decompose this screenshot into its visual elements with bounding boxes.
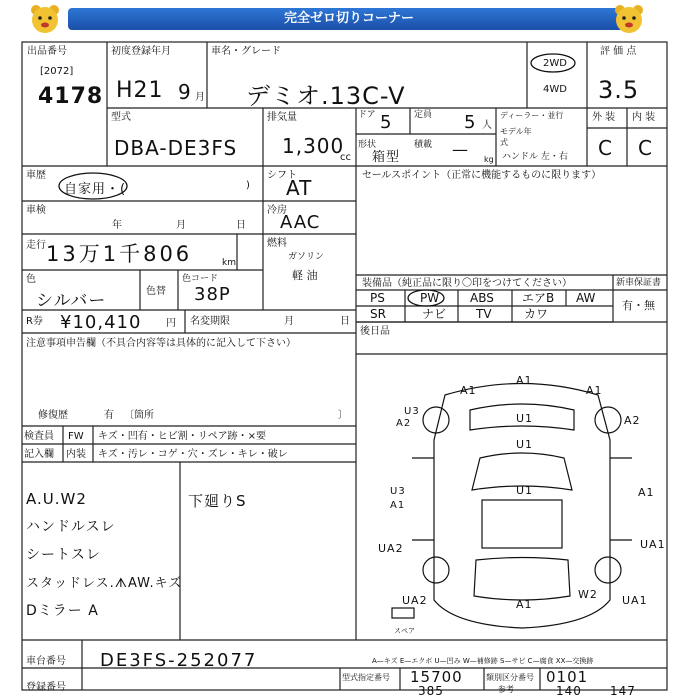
damage-mark: U1 [516, 438, 534, 451]
load-label: 積載 [414, 140, 433, 150]
doors-value: 5 [380, 112, 393, 133]
lot-number: 4178 [38, 84, 104, 109]
ac-value: AAC [280, 212, 321, 233]
damage-mark: UA1 [640, 538, 666, 551]
entry-label: 記入欄 [24, 449, 54, 460]
car-name-label: 車名・グレード [211, 46, 281, 57]
name-change-day: 日 [340, 316, 350, 327]
reference-value: 140 [556, 684, 582, 698]
mileage-value: 13万1千806 [46, 242, 193, 266]
damage-legend: A—キズ E—エクボ U—凹み W—補修跡 S—サビ C—腐食 XX—交換跡 [372, 657, 594, 665]
damage-mark: U3 [390, 486, 406, 497]
fuel-gas: ガソリン [288, 252, 325, 262]
reference-label: 参考 [498, 685, 514, 694]
repair-close: 〕 [338, 410, 348, 421]
interior-grade: C [638, 136, 653, 160]
model-value: DBA-DE3FS [114, 136, 238, 160]
rear-seat-label: 後日品 [360, 326, 390, 337]
spare-label: スペア [394, 627, 415, 635]
tax-value: ¥10,410 [60, 312, 142, 333]
remark-line: Dミラー A [26, 603, 99, 619]
cc-unit: cc [340, 152, 351, 163]
name-change-month: 月 [284, 316, 294, 327]
color-code-label: 色コード [182, 274, 219, 284]
displacement-label: 排気量 [267, 112, 297, 123]
new-warranty-label: 新車保証書 [616, 278, 662, 288]
km-unit: km [222, 258, 236, 268]
equip-navi: ナビ [422, 307, 447, 321]
category-value: 0101 [546, 668, 589, 686]
damage-mark: A2 [624, 414, 641, 427]
doors-label: ドア [358, 110, 376, 120]
damage-mark: U1 [516, 484, 534, 497]
inspection-day: 日 [236, 220, 246, 231]
damage-mark: A2 [396, 418, 412, 429]
interior-label: 内 装 [632, 112, 656, 123]
color-change-label: 色替 [146, 286, 166, 297]
first-reg-label: 初度登録年月 [111, 46, 171, 57]
exterior-grade: C [598, 136, 613, 160]
displacement-value: 1,300 [282, 134, 345, 158]
reference-value: 385 [418, 684, 444, 698]
warranty-value: 有・無 [622, 299, 655, 312]
tax-label: R券 [26, 316, 43, 327]
inspection-month: 月 [176, 220, 186, 231]
name-change-label: 名変期限 [190, 316, 230, 327]
remark-line: スタッドレス.ᗑAW.キズ [26, 576, 183, 591]
damage-mark: A1 [516, 598, 533, 611]
damage-mark: W2 [578, 588, 598, 601]
exterior-label: 外 装 [592, 112, 616, 123]
banner-title: 完全ゼロ切りコーナー [68, 8, 630, 30]
notes-label: 注意事項申告欄（不具合内容等は具体的に記入して下さい） [26, 338, 296, 349]
interior-row-label: 内装 [66, 449, 86, 460]
capacity-unit: 人 [482, 120, 492, 131]
kg-unit: kg [484, 155, 494, 164]
dealer-label: ディーラー・並行 [500, 111, 564, 120]
mileage-label: 走行 [26, 240, 46, 251]
yen-unit: 円 [166, 318, 176, 329]
equip-tv: TV [476, 307, 492, 321]
interior-items: キズ・汚レ・コゲ・穴・ズレ・キレ・破レ [98, 449, 288, 460]
equip-aw: AW [576, 291, 596, 305]
damage-mark: U3 [404, 406, 420, 417]
shift-label: シフト [267, 170, 297, 181]
first-reg-month: 9 [178, 80, 192, 104]
fw-label: FW [68, 431, 84, 442]
load-value: — [452, 140, 469, 159]
equipment-label: 装備品（純正品に限り〇印をつけてください） [362, 278, 572, 289]
remark-line: シートスレ [26, 547, 101, 563]
drive-4wd: 4WD [543, 84, 567, 95]
handle-label: ハンドル 左・右 [502, 152, 568, 162]
inspector-label: 検査員 [24, 431, 54, 442]
damage-mark: A1 [390, 500, 406, 511]
category-label: 類別区分番号 [486, 673, 534, 682]
color-label: 色 [26, 274, 36, 285]
fuel-diesel: 軽 油 [292, 269, 318, 282]
remark-right: 下廻りS [188, 492, 247, 510]
rating-value: 3.5 [598, 76, 640, 104]
damage-mark: UA1 [622, 594, 648, 607]
equip-airbag: エアB [522, 291, 555, 305]
remark-line: A.U.W2 [26, 490, 87, 508]
fuel-label: 燃料 [267, 238, 287, 249]
selling-label: セールスポイント（正常に機能するものに限ります） [362, 170, 602, 181]
frame-number: DE3FS-252077 [100, 650, 258, 671]
inspection-year: 年 [112, 220, 122, 231]
damage-mark: UA2 [402, 594, 428, 607]
capacity-label: 定員 [414, 110, 433, 120]
damage-mark: U1 [516, 412, 534, 425]
use-label: 車歴 [26, 170, 46, 181]
equip-sr: SR [370, 307, 386, 321]
equip-ps: PS [370, 291, 385, 305]
type-designation-value: 15700 [410, 668, 463, 686]
type-designation-label: 型式指定番号 [342, 673, 390, 682]
month-unit: 月 [195, 92, 205, 103]
shape-label: 形状 [358, 140, 377, 150]
equip-abs: ABS [470, 291, 494, 305]
equip-leather: カワ [524, 307, 549, 321]
shift-value: AT [286, 176, 313, 200]
capacity-value: 5 [464, 112, 477, 133]
model-label: 型式 [111, 112, 131, 123]
repair-place: 〔箇所 [124, 410, 154, 421]
reference-value: 147 [610, 684, 636, 698]
use-value: 自家用・( [64, 182, 127, 197]
ac-label: 冷房 [267, 205, 287, 216]
repair-value: 有 [104, 410, 114, 421]
shape-value: 箱型 [372, 150, 401, 165]
repair-label: 修復歴 [38, 410, 68, 421]
fw-items: キズ・凹有・ヒビ割・リペア跡・×要 [98, 431, 266, 442]
damage-mark: UA2 [378, 542, 404, 555]
equip-pw: PW [420, 291, 440, 305]
registration-label: 登録番号 [26, 682, 66, 693]
damage-mark: A1 [638, 486, 655, 499]
lot-sub: [2072] [40, 66, 74, 77]
color-value: シルバー [36, 291, 107, 311]
model-year-label: モデル年式 [500, 127, 532, 147]
frame-label: 車台番号 [26, 656, 66, 667]
drive-2wd: 2WD [543, 58, 567, 69]
remark-line: ハンドルスレ [26, 519, 116, 535]
color-code-value: 38P [194, 284, 231, 305]
inspection-label: 車検 [26, 205, 46, 216]
damage-mark: A1 [460, 384, 477, 397]
car-name: デミオ.13C-V [246, 82, 406, 110]
lot-label: 出品番号 [27, 46, 67, 57]
damage-mark: A1 [516, 374, 533, 387]
use-close: ) [246, 180, 250, 191]
first-reg-year: H21 [116, 78, 164, 103]
damage-mark: A1 [586, 384, 603, 397]
rating-label: 評 価 点 [600, 46, 637, 57]
